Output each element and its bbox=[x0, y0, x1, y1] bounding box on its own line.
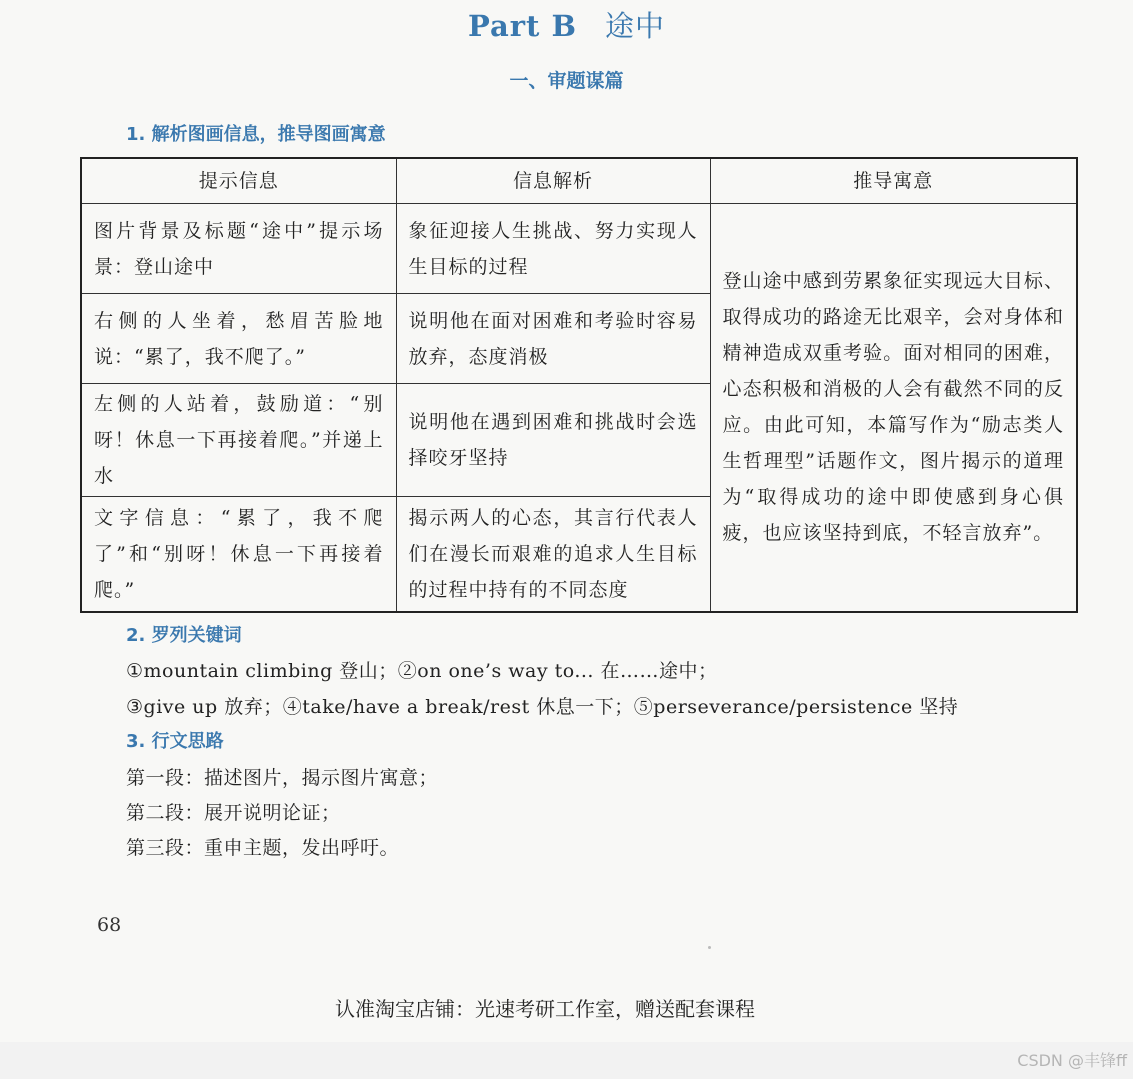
cue-cell: 右侧的人坐着，愁眉苦脸地说：“累了，我不爬了。” bbox=[81, 294, 396, 384]
shop-note: 认准淘宝店铺：光速考研工作室，赠送配套课程 bbox=[335, 997, 755, 1021]
meaning-cell: 登山途中感到劳累象征实现远大目标、取得成功的路途无比艰辛，会对身体和精神造成双重考验。面对相同的困难，心态积极和消极的人会有截然不同的反应。由此可知，本篇写作为“励志类人生哲理型”话题作文，图片揭示的道理为“取得成功的途中即使感到身心俱疲，也应该坚持到底，不轻言放弃”。 bbox=[710, 204, 1077, 612]
bottom-band bbox=[0, 1042, 1133, 1079]
cue-cell: 图片背景及标题“途中”提示场景：登山途中 bbox=[81, 204, 396, 294]
cue-cell: 文字信息：“累了，我不爬了”和“别呀！休息一下再接着爬。” bbox=[81, 497, 396, 612]
outline-line-2: 第二段：展开说明论证； bbox=[126, 802, 341, 824]
section-heading: 一、审题谋篇 bbox=[509, 70, 624, 92]
header-meaning: 推导寓意 bbox=[710, 158, 1077, 204]
analysis-table bbox=[80, 157, 1078, 613]
subheading-analysis: 1. 解析图画信息，推导图画寓意 bbox=[126, 124, 386, 145]
header-analysis: 信息解析 bbox=[396, 158, 710, 204]
analysis-cell: 说明他在面对困难和考验时容易放弃，态度消极 bbox=[396, 294, 710, 384]
outline-line-1: 第一段：描述图片，揭示图片寓意； bbox=[126, 767, 439, 789]
subheading-outline: 3. 行文思路 bbox=[126, 731, 224, 752]
outline-line-3: 第三段：重申主题，发出呼吁。 bbox=[126, 837, 400, 859]
analysis-cell: 象征迎接人生挑战、努力实现人生目标的过程 bbox=[396, 204, 710, 294]
page-title bbox=[0, 4, 1133, 45]
cue-cell: 左侧的人站着，鼓励道：“别呀！休息一下再接着爬。”并递上水 bbox=[81, 384, 396, 497]
keyword-line-1: ①mountain climbing 登山；②on one’s way to... 在……途中； bbox=[126, 660, 718, 682]
page-number: 68 bbox=[97, 914, 122, 936]
title-topic: 途中 bbox=[605, 9, 666, 43]
table-header-row bbox=[81, 158, 1077, 204]
title-part: Part B bbox=[467, 9, 578, 43]
table-row bbox=[81, 204, 1077, 294]
subheading-keywords: 2. 罗列关键词 bbox=[126, 625, 242, 646]
analysis-cell: 说明他在遇到困难和挑战时会选择咬牙坚持 bbox=[396, 384, 710, 497]
watermark: CSDN @丰锋ff bbox=[1017, 1051, 1127, 1070]
keyword-line-2: ③give up 放弃；④take/have a break/rest 休息一下；⑤perseverance/persistence 坚持 bbox=[126, 696, 959, 718]
analysis-cell: 揭示两人的心态，其言行代表人们在漫长而艰难的追求人生目标的过程中持有的不同态度 bbox=[396, 497, 710, 612]
header-cue: 提示信息 bbox=[81, 158, 396, 204]
scan-speck bbox=[708, 946, 711, 949]
